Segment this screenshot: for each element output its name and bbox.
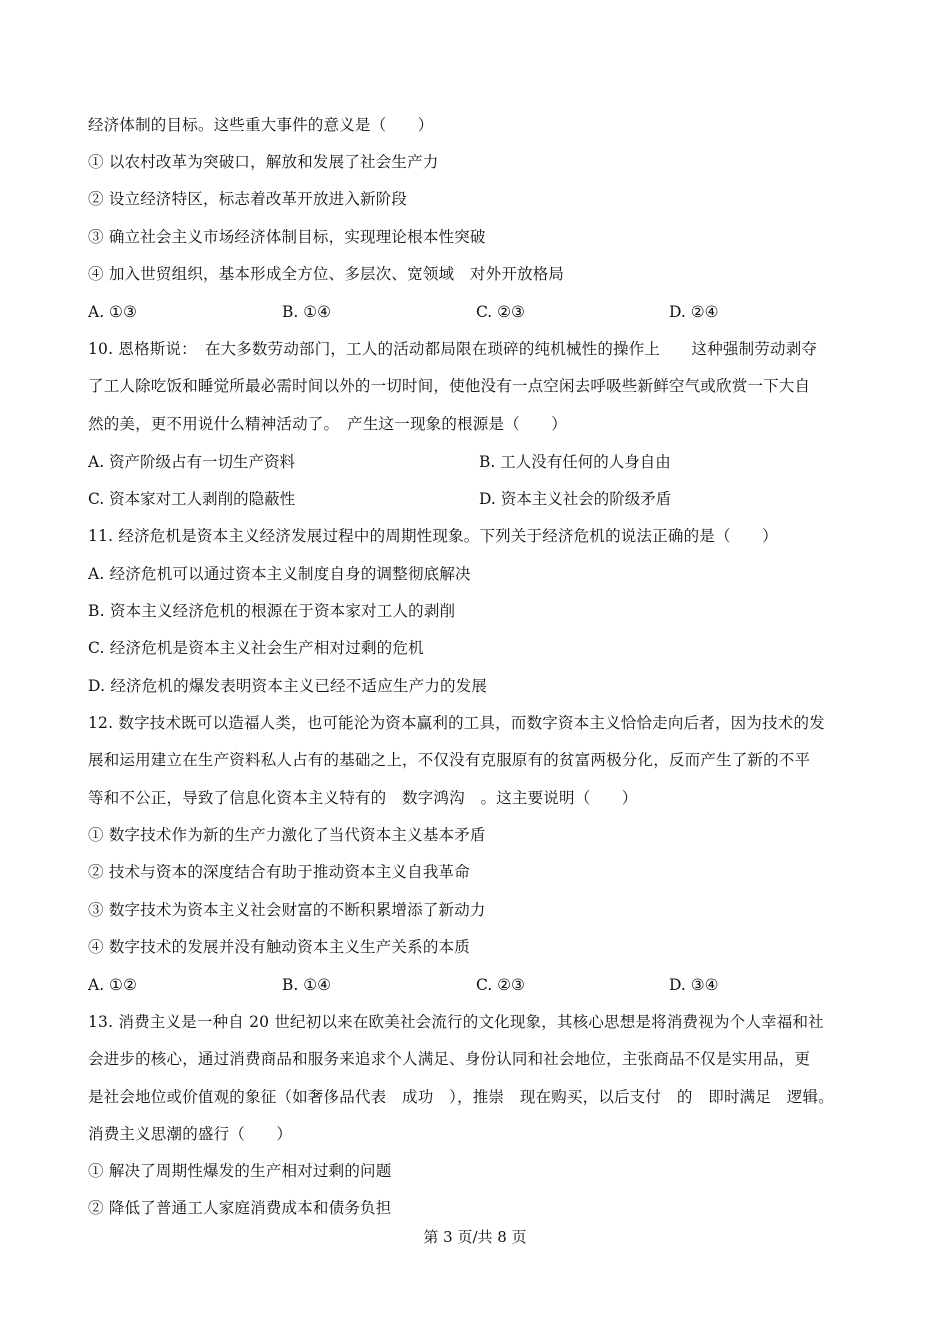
q13-stem-line-2: 会进步的核心，通过消费商品和服务来追求个人满足、身份认同和社会地位，主张商品不仅是实用品，更 — [88, 1050, 811, 1068]
q10-option-b: B. 工人没有任何的人身自由 — [479, 453, 671, 471]
q9-option-c: C. ②③ — [476, 303, 525, 321]
q10-option-a: A. 资产阶级占有一切生产资料 — [88, 453, 296, 471]
q12-item-1: ① 数字技术作为新的生产力激化了当代资本主义基本矛盾 — [88, 826, 486, 844]
q12-item-4: ④ 数字技术的发展并没有触动资本主义生产关系的本质 — [88, 938, 470, 956]
q12-stem-line-3: 等和不公正，导致了信息化资本主义特有的 数字鸿沟 。这主要说明（ ） — [88, 789, 638, 807]
page-number-footer: 第 3 页/共 8 页 — [423, 1228, 527, 1246]
q11-stem: 11. 经济危机是资本主义经济发展过程中的周期性现象。下列关于经济危机的说法正确的是（ ） — [88, 527, 778, 545]
q12-option-b: B. ①④ — [282, 976, 332, 994]
q12-stem-line-2: 展和运用建立在生产资料私人占有的基础之上，不仅没有克服原有的贫富两极分化，反而产生了新的不平 — [88, 751, 811, 769]
q13-item-1: ① 解决了周期性爆发的生产相对过剩的问题 — [88, 1162, 392, 1180]
q10-stem-line-1: 10. 恩格斯说： 在大多数劳动部门，工人的活动都局限在琐碎的纯机械性的操作上 这种强制劳动剥夺 — [88, 340, 818, 358]
q11-option-d: D. 经济危机的爆发表明资本主义已经不适应生产力的发展 — [88, 677, 488, 695]
q13-item-2: ② 降低了普通工人家庭消费成本和债务负担 — [88, 1199, 392, 1217]
q10-stem-line-3: 然的美，更不用说什么精神活动了。 产生这一现象的根源是（ ） — [88, 415, 567, 433]
q12-option-a: A. ①② — [88, 976, 137, 994]
q9-option-a: A. ①③ — [88, 303, 137, 321]
q9-item-1: ① 以农村改革为突破口，解放和发展了社会生产力 — [88, 153, 439, 171]
q9-stem: 经济体制的目标。这些重大事件的意义是（ ） — [88, 116, 434, 134]
q12-item-3: ③ 数字技术为资本主义社会财富的不断积累增添了新动力 — [88, 901, 486, 919]
q13-stem-line-4: 消费主义思潮的盛行（ ） — [88, 1125, 293, 1143]
q11-option-b: B. 资本主义经济危机的根源在于资本家对工人的剥削 — [88, 602, 456, 620]
q12-option-d: D. ③④ — [669, 976, 719, 994]
q10-option-d: D. 资本主义社会的阶级矛盾 — [479, 490, 672, 508]
q12-item-2: ② 技术与资本的深度结合有助于推动资本主义自我革命 — [88, 863, 470, 881]
q12-option-c: C. ②③ — [476, 976, 525, 994]
q10-stem-line-2: 了工人除吃饭和睡觉所最必需时间以外的一切时间，使他没有一点空闲去呼吸些新鲜空气或欣赏一下大自 — [88, 377, 811, 395]
q13-stem-line-3: 是社会地位或价值观的象征（如奢侈品代表 成功 ），推崇 现在购买，以后支付 的 即时满足 逻辑。 — [88, 1088, 834, 1106]
q9-option-b: B. ①④ — [282, 303, 332, 321]
q13-stem-line-1: 13. 消费主义是一种自 20 世纪初以来在欧美社会流行的文化现象，其核心思想是将消费视为个人幸福和社 — [88, 1013, 824, 1031]
q9-item-4: ④ 加入世贸组织，基本形成全方位、多层次、宽领域 对外开放格局 — [88, 265, 565, 283]
q9-item-3: ③ 确立社会主义市场经济体制目标，实现理论根本性突破 — [88, 228, 486, 246]
q10-option-c: C. 资本家对工人剥削的隐蔽性 — [88, 490, 296, 508]
q11-option-a: A. 经济危机可以通过资本主义制度自身的调整彻底解决 — [88, 565, 471, 583]
q11-option-c: C. 经济危机是资本主义社会生产相对过剩的危机 — [88, 639, 424, 657]
q12-stem-line-1: 12. 数字技术既可以造福人类，也可能沦为资本赢利的工具，而数字资本主义恰恰走向后者，因为技术的发 — [88, 714, 825, 732]
q9-item-2: ② 设立经济特区，标志着改革开放进入新阶段 — [88, 190, 408, 208]
q9-option-d: D. ②④ — [669, 303, 719, 321]
